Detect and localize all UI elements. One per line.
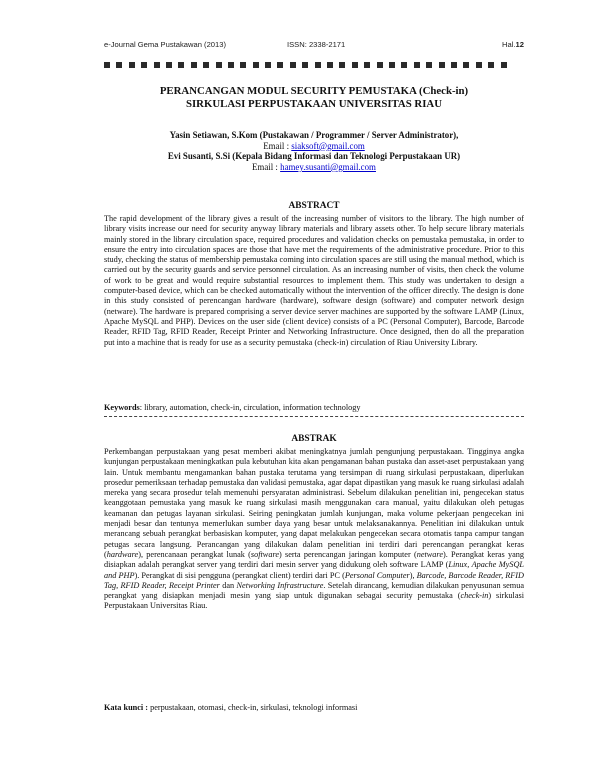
abstrak-part: Perkembangan perpustakaan yang pesat memberi akibat meningkatnya jumlah pengunjung perpustakaan. Tingginya angka kunjungan perpustakaan meningkatkan pula kebutuhan kita akan pengamanan bahan pustaka dan asset-aset perpustakaan yang lain. Untuk membantu mengamankan bahan pustaka terutama yang tersimpan di ruang sirkulasi perpustakaan, diperlukan prosedur pemeriksaan terhadap pemustaka dan validasi pemustaka, agar dapat dipastikan yang masuk ke ruang sirkulasi adalah mereka yang secara prosedur telah memenuhi persyaratan administrasi. Sebelum dilakukan penelitian ini, pengecekan status keanggotaan pemustaka yang masuk ke ruang sirkulasi masih menggunakan cara manual, yaitu dilakukan oleh petugas keamanan dan petugas layanan sirkulasi. Seiring peningkatan jumlah kunjungan, maka volume pekerjaan pengecekan ini menjadi besar dan tentunya memerlukan sumber daya yang besar untuk melaksanakannya. Penelitian ini dilakukan untuk merancang sebuah perangkat berbasiskan komputer, yang dapat melakukan pengecekan secara otomatis tanpa campur tangan petugas secara langsung. Perancangan yang dilakukan dalam penelitian ini terdiri dari perencangan perangkat keras ( (104, 447, 524, 559)
title-line-1: PERANCANGAN MODUL SECURITY PEMUSTAKA (Check-in) (159, 85, 469, 97)
page-number-value: 12 (515, 40, 524, 49)
abstrak-part: ). Perangkat keras yang disiapkan adalah perangkat server yang terdiri dari mesin server yang didukung oleh software LAMP ( (104, 549, 524, 570)
running-header (104, 40, 524, 52)
email-label: Email : (252, 161, 281, 172)
author-1: Yasin Setiawan, S.Kom (Pustakawan / Programmer / Server Administrator), (169, 130, 459, 140)
abstrak-part: dan (219, 580, 237, 590)
abstrak-part: ) sirkulasi Perpustakaan Universitas Riau. (104, 591, 524, 611)
abstrak-part: ). Perangkat di sisi pengguna (perangkat client) terdiri dari PC ( (134, 570, 345, 580)
author-1-email-link[interactable]: siaksoft@gmail.com (291, 140, 365, 151)
abstrak-italic: Linux, Apache MySQL and PHP (104, 560, 524, 580)
page-number (502, 40, 524, 49)
author-2-email-line (100, 162, 528, 173)
abstrak-part: ), (409, 570, 417, 580)
abstrak-italic: Networking Infrastructure (236, 580, 324, 590)
abstrak-part: . Setelah dirancang, kemudian dilakukan penyusunan semua perangkat yang disiapkan menjadi mesin yang siap untuk digunakan sebagai security pemustaka ( (104, 580, 525, 601)
journal-name: e-Journal Gema Pustakawan (2013) (104, 40, 226, 49)
author-1-email-line (100, 141, 528, 152)
author-2-email-link[interactable]: hamey.susanti@gmail.com (280, 161, 376, 172)
abstract-text: The rapid development of the library gives a result of the increasing number of visitors to the library. The high number of library visits increase our need for security anyway library materials and library assets other. To help secure library materials mainly stored in the library circulation space, required procedures and validation checks on pemustaka pemustaka, in order to ensure the entry into circulation spaces are those that have met the requirements of the administrative procedure. Prior to this study, checking the status of membership pemustaka coming into circulation spaces are still using the manual method, which is carried out by the security guards and service personnel circulation. As an increasing number of visits, then check the volume of work to be great and would require substantial resources to implement them. This study was undertaken to design a computer-based device, which can be checked automatically without the intervention of the officer directly. The design is done in this study consisted of perencangan hardware (hardware), software design (software) and computer network design (netware). The hardware is prepared comprising a server device server machines are supported by the software LAMP (Linux, Apache MySQL and PHP). Devices on the user side (client device) consists of a PC (Personal Computer), Barcode, Barcode Reader, RFID Tag, RFID Reader, Receipt Printer and Networking Infrastructure. Once designed, then do all the preparation put into a machine that is ready for use as a security pemustaka (check-in) circulation of Riau University Library. (104, 214, 524, 347)
abstract-heading: ABSTRACT (288, 201, 340, 211)
email-label: Email : (263, 140, 292, 151)
decorative-square-rule (104, 55, 524, 62)
author-block (100, 130, 528, 172)
abstrak-heading: ABSTRAK (291, 434, 337, 444)
abstrak-part: ) serta perencangan jaringan komputer ( (279, 549, 417, 559)
keywords-value: : library, automation, check-in, circulation, information technology (139, 403, 361, 412)
abstrak-italic: hardware (106, 549, 139, 559)
kata-kunci-label: Kata kunci : (104, 703, 149, 712)
abstrak-part: ), perencanaan perangkat lunak ( (138, 549, 251, 559)
title-line-2: SIRKULASI PERPUSTAKAAN UNIVERSITAS RIAU (185, 98, 443, 110)
abstrak-italic: check-in (460, 591, 489, 601)
dashed-divider (104, 416, 524, 417)
abstrak-italic: software (250, 549, 280, 559)
author-2: Evi Susanti, S.Si (Kepala Bidang Informasi dan Teknologi Perpustakaan UR) (167, 151, 461, 162)
abstrak-italic: netware (416, 549, 443, 559)
keywords-label: Keywords (104, 403, 140, 412)
issn: ISSN: 2338-2171 (287, 40, 346, 49)
hal-prefix: Hal. (502, 40, 516, 49)
abstract-keywords (104, 403, 524, 413)
abstrak-keywords (104, 703, 524, 713)
abstrak-italic: Barcode, Barcode Reader, RFID Tag, RFID Reader, Receipt Printer (104, 570, 525, 590)
paper-title (100, 85, 528, 111)
kata-kunci-value: perpustakaan, otomasi, check-in, sirkulasi, teknologi informasi (148, 703, 358, 712)
abstrak-text (104, 447, 524, 612)
abstrak-italic: Personal Computer (344, 570, 410, 580)
